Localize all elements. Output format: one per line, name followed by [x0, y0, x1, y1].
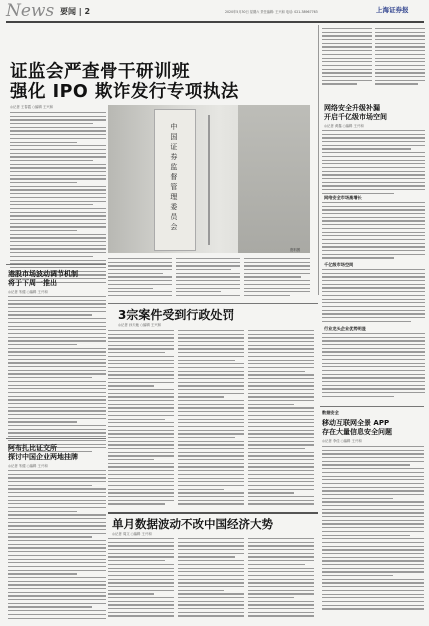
- right-low-body: [322, 446, 424, 610]
- bottom-body-col-2: [178, 538, 244, 617]
- lead-photo-caption: 资料图: [290, 248, 301, 252]
- lead-byline: ◎记者 王春霞 ○编辑 王兴和: [10, 105, 54, 109]
- masthead-date: 2020年5月30日 星期六 责任编辑: 王兴和 电话: 021-38967763: [225, 10, 318, 14]
- right-top-body-c: [322, 269, 425, 322]
- left-mid-headline-1: 港股市场波动调节机制: [8, 270, 78, 278]
- right-top-prev-col-1: [322, 28, 372, 85]
- bottom-headline: 单月数据波动不改中国经济大势: [112, 517, 273, 531]
- bottom-rule: [108, 512, 318, 514]
- photo-sign-text: 中国证券监督管理委员会: [170, 123, 178, 231]
- photo-pillar: [208, 115, 210, 245]
- left-low-headline-1: 阿布扎比证交所: [8, 444, 57, 452]
- masthead-news: News: [6, 1, 55, 21]
- lead-body-col-4: [244, 258, 310, 296]
- right-low-byline: ◎记者 李佳 ○编辑 王兴和: [322, 439, 362, 443]
- lead-body-col-1: [10, 112, 106, 283]
- masthead-paper-name: 上海证券报: [376, 6, 409, 14]
- bottom-body-col-3: [248, 538, 314, 617]
- left-low-rule: [6, 438, 106, 439]
- masthead-section: 要闻 | 2: [60, 7, 91, 16]
- right-low-headline-1: 移动互联网全景 APP: [322, 419, 390, 427]
- right-top-subhead-b: 千亿级市场空间: [324, 262, 354, 267]
- left-low-body: [8, 470, 106, 619]
- right-top-headline-2: 开启千亿级市场空间: [324, 113, 387, 121]
- lead-body-col-2: [108, 258, 172, 296]
- right-top-subhead-c: 行业龙头企业优势明显: [324, 326, 366, 331]
- center-rule: [108, 303, 318, 304]
- right-top-subhead-a: 网络安全市场高增长: [324, 195, 362, 200]
- left-mid-headline-2: 将于下周一推出: [8, 279, 57, 287]
- column-divider: [318, 25, 319, 295]
- left-low-headline-2: 探讨中国企业两地挂牌: [8, 453, 78, 461]
- photo-wall: [238, 105, 310, 253]
- masthead-rule: [6, 21, 424, 23]
- center-body-col-3: [248, 330, 314, 505]
- lead-headline-line-2: 强化 IPO 欺诈发行专项执法: [10, 82, 239, 102]
- lead-photo: [108, 105, 310, 253]
- right-low-kicker: 数据安全: [322, 410, 339, 415]
- right-top-body-d: [322, 333, 425, 397]
- left-low-byline: ◎记者 朱健 ○编辑 王兴和: [8, 464, 48, 468]
- lead-headline-line-1: 证监会严查骨干研训班: [10, 62, 190, 82]
- center-body-col-1: [108, 330, 174, 505]
- bottom-body-col-1: [108, 538, 174, 617]
- photo-sign-plaque: [154, 109, 196, 251]
- lead-body-col-3: [176, 258, 240, 296]
- left-mid-body: [8, 296, 106, 452]
- left-mid-byline: ◎记者 朱健 ○编辑 王兴和: [8, 290, 48, 294]
- bottom-byline: ◎记者 周文 ○编辑 王兴和: [112, 532, 152, 536]
- right-top-byline: ◎记者 黄鑫 ○编辑 王兴和: [324, 124, 364, 128]
- right-low-rule: [320, 406, 424, 407]
- right-low-headline-2: 存在大量信息安全问题: [322, 428, 392, 436]
- right-top-prev-col-2: [375, 28, 425, 85]
- left-mid-rule: [6, 264, 106, 265]
- center-body-col-2: [178, 330, 244, 505]
- right-top-body-b: [322, 202, 425, 259]
- right-top-body-a: [322, 130, 425, 194]
- right-top-headline-1: 网络安全升级补漏: [324, 104, 380, 112]
- center-byline: ◎记者 孙天驰 ○编辑 王兴和: [118, 323, 162, 327]
- center-headline: 3宗案件受到行政处罚: [118, 308, 235, 322]
